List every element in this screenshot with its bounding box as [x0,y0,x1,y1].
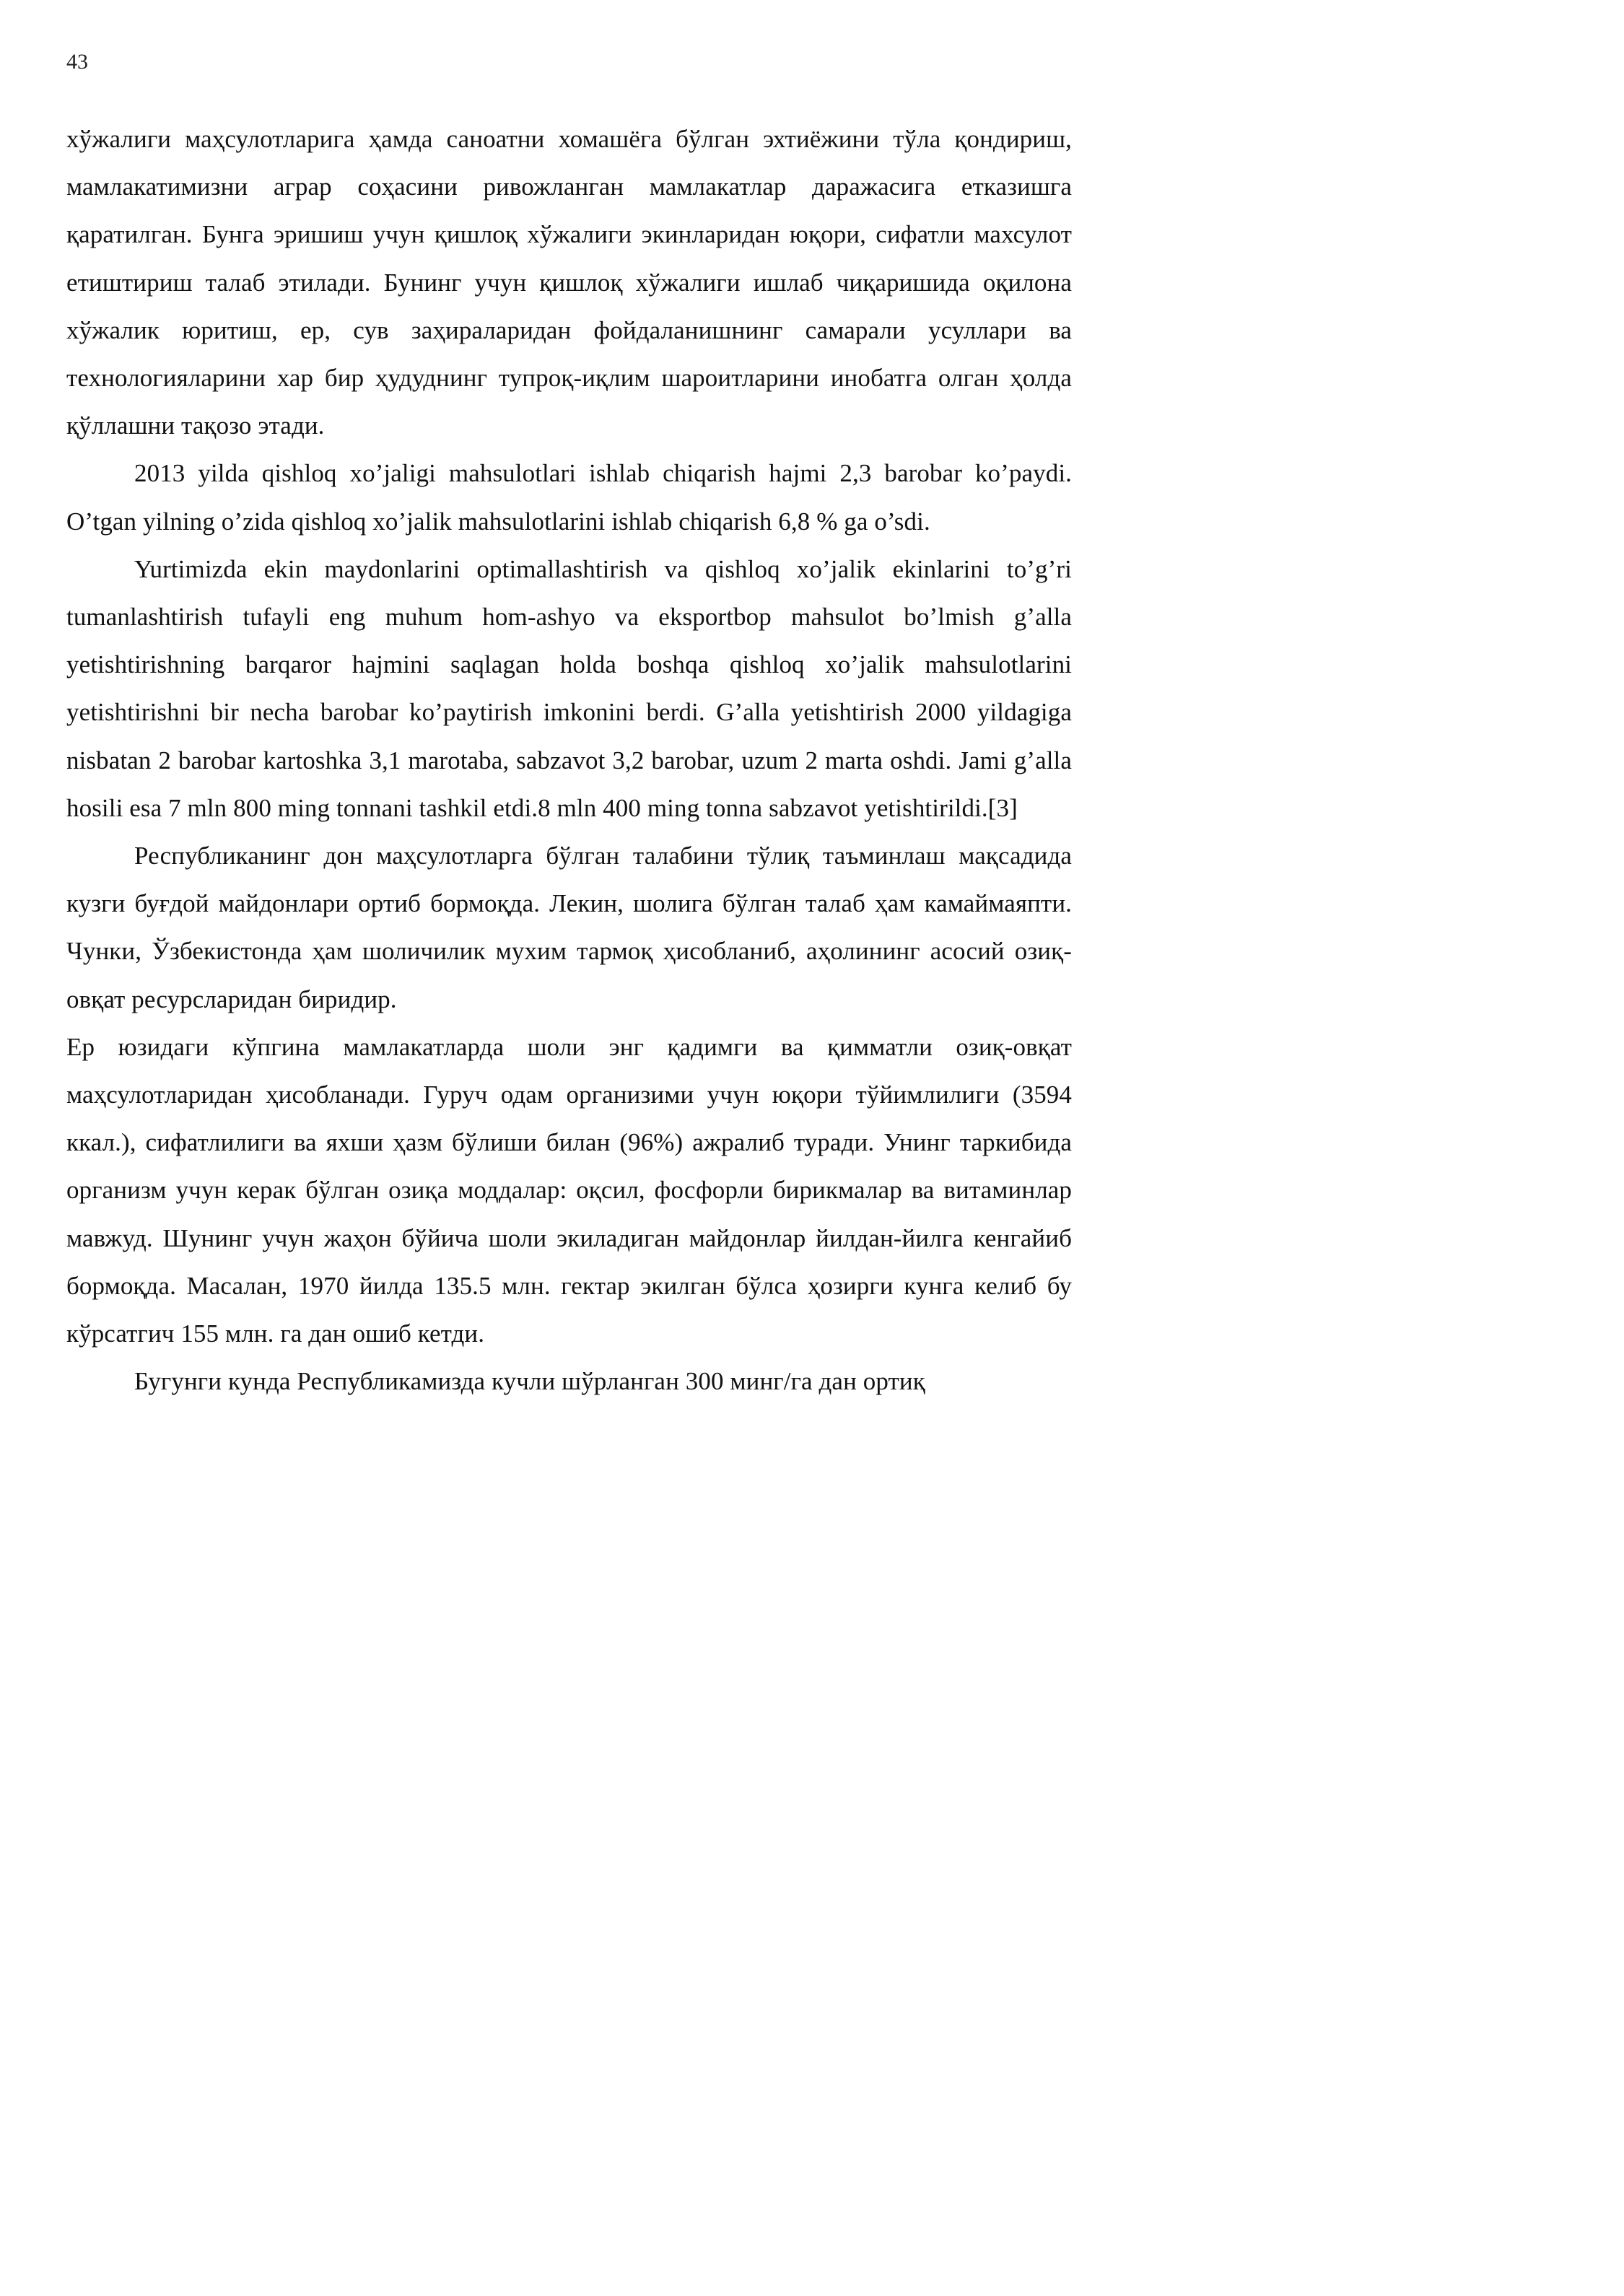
paragraph-crop-optimization: Yurtimizda ekin maydonlarini optimallashtirish va qishloq xo’jalik ekinlarini to’g’ri tumanlashtirish tufayli eng muhum hom-ashyo va eksportbop mahsulot bo’lmish g’alla yetishtirishning barqaror hajmini saqlagan holda boshqa qishloq xo’jalik mahsulotlarini yetishtirishni bir necha barobar ko’paytirish imkonini berdi. G’alla yetishtirish 2000 yildagiga nisbatan 2 barobar kartoshka 3,1 marotaba, sabzavot 3,2 barobar, uzum 2 marta oshdi. Jami g’alla hosili esa 7 mln 800 ming tonnani tashkil etdi.8 mln 400 ming tonna sabzavot yetishtirildi.[3] [66,554,1072,822]
paragraph-grain-demand: Республиканинг дон маҳсулотларга бўлган талабини тўлиқ таъминлаш мақсадида кузги буғдой майдонлари ортиб бормоқда. Лекин, шолига бўлган талаб ҳам камаймаяпти. Чунки, Ўзбекистонда ҳам шоличилик мухим тармоқ ҳисобланиб, аҳолининг асосий озиқ-овқат ресурсларидан биридир. [66,842,1072,1013]
paragraph-rice-value: Ер юзидаги кўпгина мамлакатларда шоли энг қадимги ва қимматли озиқ-овқат маҳсулотларидан ҳисобланади. Гуруч одам организими учун юқори тўйимлилиги (3594 ккал.), сифатлилиги ва яхши ҳазм бўлиши билан (96%) ажралиб туради. Унинг таркибида организм учун керак бўлган озиқа моддалар: оқсил, фосфорли бирикмалар ва витаминлар мавжуд. Шунинг учун жаҳон бўйича шоли экиладиган майдонлар йилдан-йилга кенгайиб бормоқда. Масалан, 1970 йилда 135.5 млн. гектар экилган бўлса ҳозирги кунга келиб бу кўрсатгич 155 млн. га дан ошиб кетди. [66,1032,1072,1348]
paragraph-saline-land: Бугунги кунда Республикамизда кучли шўрланган 300 минг/га дан ортиқ [134,1367,925,1396]
body-text [66,115,1072,1405]
page-number: 43 [66,50,88,74]
paragraph-2013-production: 2013 yilda qishloq xo’jaligi mahsulotlari ishlab chiqarish hajmi 2,3 barobar ko’paydi. O’tgan yilning o’zida qishloq xo’jalik mahsulotlarini ishlab chiqarish 6,8 % ga o’sdi. [66,459,1072,536]
paragraph-agriculture-intro: хўжалиги маҳсулотларига ҳамда саноатни хомашёга бўлган эхтиёжини тўла қондириш, мамлакатимизни аграр соҳасини ривожланган мамлакатлар даражасига етказишга қаратилган. Бунга эришиш учун қишлоқ хўжалиги экинларидан юқори, сифатли махсулот етиштириш талаб этилади. Бунинг учун қишлоқ хўжалиги ишлаб чиқаришида оқилона хўжалик юритиш, ер, сув заҳираларидан фойдаланишнинг самарали усуллари ва технологияларини хар бир ҳудуднинг тупроқ-иқлим шароитларини инобатга олган ҳолда қўллашни тақозо этади. [66,125,1072,440]
